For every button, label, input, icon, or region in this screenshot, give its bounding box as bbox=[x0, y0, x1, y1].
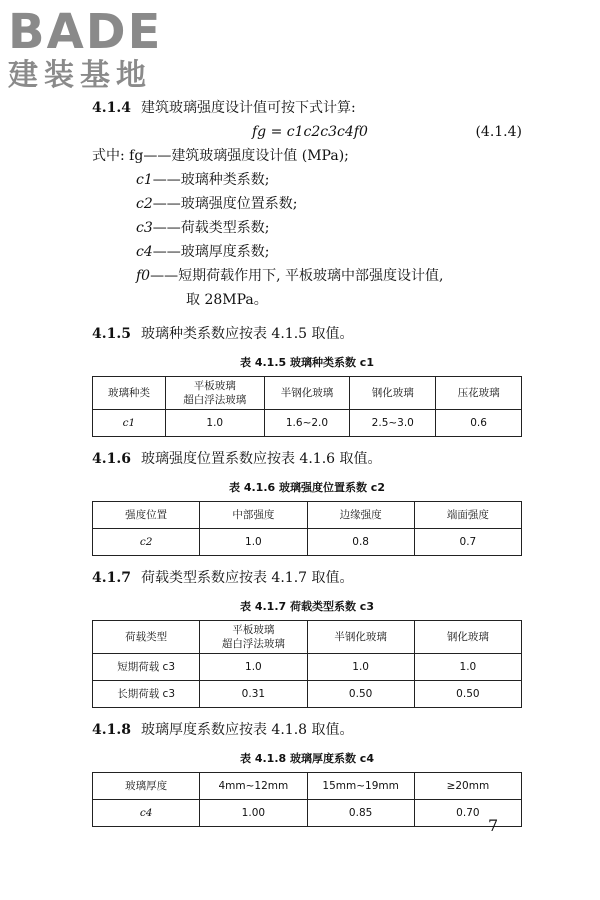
table-header-cell: 压花玻璃 bbox=[436, 377, 522, 410]
table-header-cell: 端面强度 bbox=[414, 502, 521, 529]
clause-4-1-4 bbox=[92, 96, 522, 120]
table-row bbox=[93, 800, 522, 827]
definition-symbol: 式中: fg bbox=[92, 148, 144, 164]
table-cell: 1.0 bbox=[414, 654, 521, 681]
definition-text: ——荷载类型系数; bbox=[152, 220, 270, 236]
clause-4-1-5 bbox=[92, 322, 522, 346]
table-cell: 2.5~3.0 bbox=[350, 410, 436, 437]
clause-number: 4.1.5 bbox=[92, 326, 131, 342]
table-title: 表 4.1.5 玻璃种类系数 c1 bbox=[240, 356, 374, 369]
table-header-cell: 强度位置 bbox=[93, 502, 200, 529]
table-row bbox=[93, 654, 522, 681]
formula-number: (4.1.4) bbox=[475, 124, 522, 140]
document-body bbox=[92, 96, 522, 827]
clause-number: 4.1.4 bbox=[92, 100, 131, 116]
table-header-row bbox=[93, 621, 522, 654]
table-cell: c4 bbox=[93, 800, 200, 827]
table-4-1-8 bbox=[92, 772, 522, 827]
table-header-cell: 平板玻璃 超白浮法玻璃 bbox=[200, 621, 307, 654]
table-cell: 0.85 bbox=[307, 800, 414, 827]
table-header-cell: 15mm~19mm bbox=[307, 773, 414, 800]
clause-text: 建筑玻璃强度设计值可按下式计算: bbox=[140, 100, 356, 116]
clause-text: 玻璃强度位置系数应按表 4.1.6 取值。 bbox=[140, 451, 382, 467]
table-header-row bbox=[93, 377, 522, 410]
formula: fg = c1c2c3c4f0 bbox=[252, 124, 368, 140]
definition-symbol: c1 bbox=[136, 172, 153, 188]
table-cell: 1.0 bbox=[200, 654, 307, 681]
table-cell: 1.6~2.0 bbox=[264, 410, 350, 437]
logo-text-en: BADE bbox=[8, 4, 163, 60]
table-cell: 1.0 bbox=[307, 654, 414, 681]
table-header-cell: 半钢化玻璃 bbox=[264, 377, 350, 410]
table-header-cell: ≥20mm bbox=[414, 773, 521, 800]
definition-text: ——建筑玻璃强度设计值 (MPa); bbox=[143, 148, 349, 164]
clause-4-1-8 bbox=[92, 718, 522, 742]
definition-text: ——玻璃厚度系数; bbox=[152, 244, 270, 260]
table-cell: 长期荷载 c3 bbox=[93, 681, 200, 708]
clause-4-1-7 bbox=[92, 566, 522, 590]
table-cell: 0.50 bbox=[414, 681, 521, 708]
table-cell: c1 bbox=[93, 410, 166, 437]
table-cell: 0.31 bbox=[200, 681, 307, 708]
formula-row bbox=[92, 120, 522, 144]
table-header-cell: 边缘强度 bbox=[307, 502, 414, 529]
table-header-cell: 4mm~12mm bbox=[200, 773, 307, 800]
table-header-cell: 荷载类型 bbox=[93, 621, 200, 654]
table-row bbox=[93, 529, 522, 556]
table-cell: 0.70 bbox=[414, 800, 521, 827]
table-cell: 1.00 bbox=[200, 800, 307, 827]
table-title: 表 4.1.7 荷载类型系数 c3 bbox=[240, 600, 374, 613]
definition-symbol: c4 bbox=[136, 244, 153, 260]
table-cell: c2 bbox=[93, 529, 200, 556]
definition-item bbox=[92, 240, 522, 264]
clause-text: 荷载类型系数应按表 4.1.7 取值。 bbox=[140, 570, 354, 586]
definition-item bbox=[92, 168, 522, 192]
definition-item bbox=[92, 192, 522, 216]
table-header-row bbox=[93, 773, 522, 800]
definition-symbol: c3 bbox=[136, 220, 153, 236]
table-row bbox=[93, 410, 522, 437]
clause-number: 4.1.6 bbox=[92, 451, 131, 467]
page-number: 7 bbox=[488, 816, 499, 835]
clause-text: 玻璃种类系数应按表 4.1.5 取值。 bbox=[140, 326, 354, 342]
clause-number: 4.1.7 bbox=[92, 570, 131, 586]
table-cell: 0.7 bbox=[414, 529, 521, 556]
brand-logo bbox=[8, 6, 188, 94]
table-header-row bbox=[93, 502, 522, 529]
clause-text: 玻璃厚度系数应按表 4.1.8 取值。 bbox=[140, 722, 354, 738]
table-cell: 短期荷载 c3 bbox=[93, 654, 200, 681]
table-title: 表 4.1.6 玻璃强度位置系数 c2 bbox=[229, 481, 385, 494]
definition-symbol: c2 bbox=[136, 196, 153, 212]
table-header-cell: 平板玻璃 超白浮法玻璃 bbox=[165, 377, 264, 410]
definition-symbol: f0 bbox=[136, 268, 151, 284]
table-header-cell: 钢化玻璃 bbox=[350, 377, 436, 410]
definition-item bbox=[92, 144, 522, 168]
definition-item bbox=[92, 216, 522, 240]
table-4-1-6 bbox=[92, 501, 522, 556]
table-cell: 1.0 bbox=[200, 529, 307, 556]
table-title: 表 4.1.8 玻璃厚度系数 c4 bbox=[240, 752, 374, 765]
definition-text: ——短期荷载作用下, 平板玻璃中部强度设计值, bbox=[150, 268, 444, 284]
table-4-1-5 bbox=[92, 376, 522, 437]
table-header-cell: 钢化玻璃 bbox=[414, 621, 521, 654]
table-cell: 1.0 bbox=[165, 410, 264, 437]
table-header-cell: 玻璃厚度 bbox=[93, 773, 200, 800]
table-header-cell: 半钢化玻璃 bbox=[307, 621, 414, 654]
table-header-cell: 玻璃种类 bbox=[93, 377, 166, 410]
definition-item bbox=[92, 264, 522, 288]
table-cell: 0.8 bbox=[307, 529, 414, 556]
logo-text-cn: 建装基地 bbox=[8, 58, 152, 93]
table-cell: 0.50 bbox=[307, 681, 414, 708]
table-4-1-7 bbox=[92, 620, 522, 708]
table-header-cell: 中部强度 bbox=[200, 502, 307, 529]
clause-number: 4.1.8 bbox=[92, 722, 131, 738]
definition-text: ——玻璃种类系数; bbox=[152, 172, 270, 188]
clause-4-1-6 bbox=[92, 447, 522, 471]
table-row bbox=[93, 681, 522, 708]
definition-text: ——玻璃强度位置系数; bbox=[152, 196, 298, 212]
table-cell: 0.6 bbox=[436, 410, 522, 437]
definition-continuation: 取 28MPa。 bbox=[186, 292, 268, 308]
